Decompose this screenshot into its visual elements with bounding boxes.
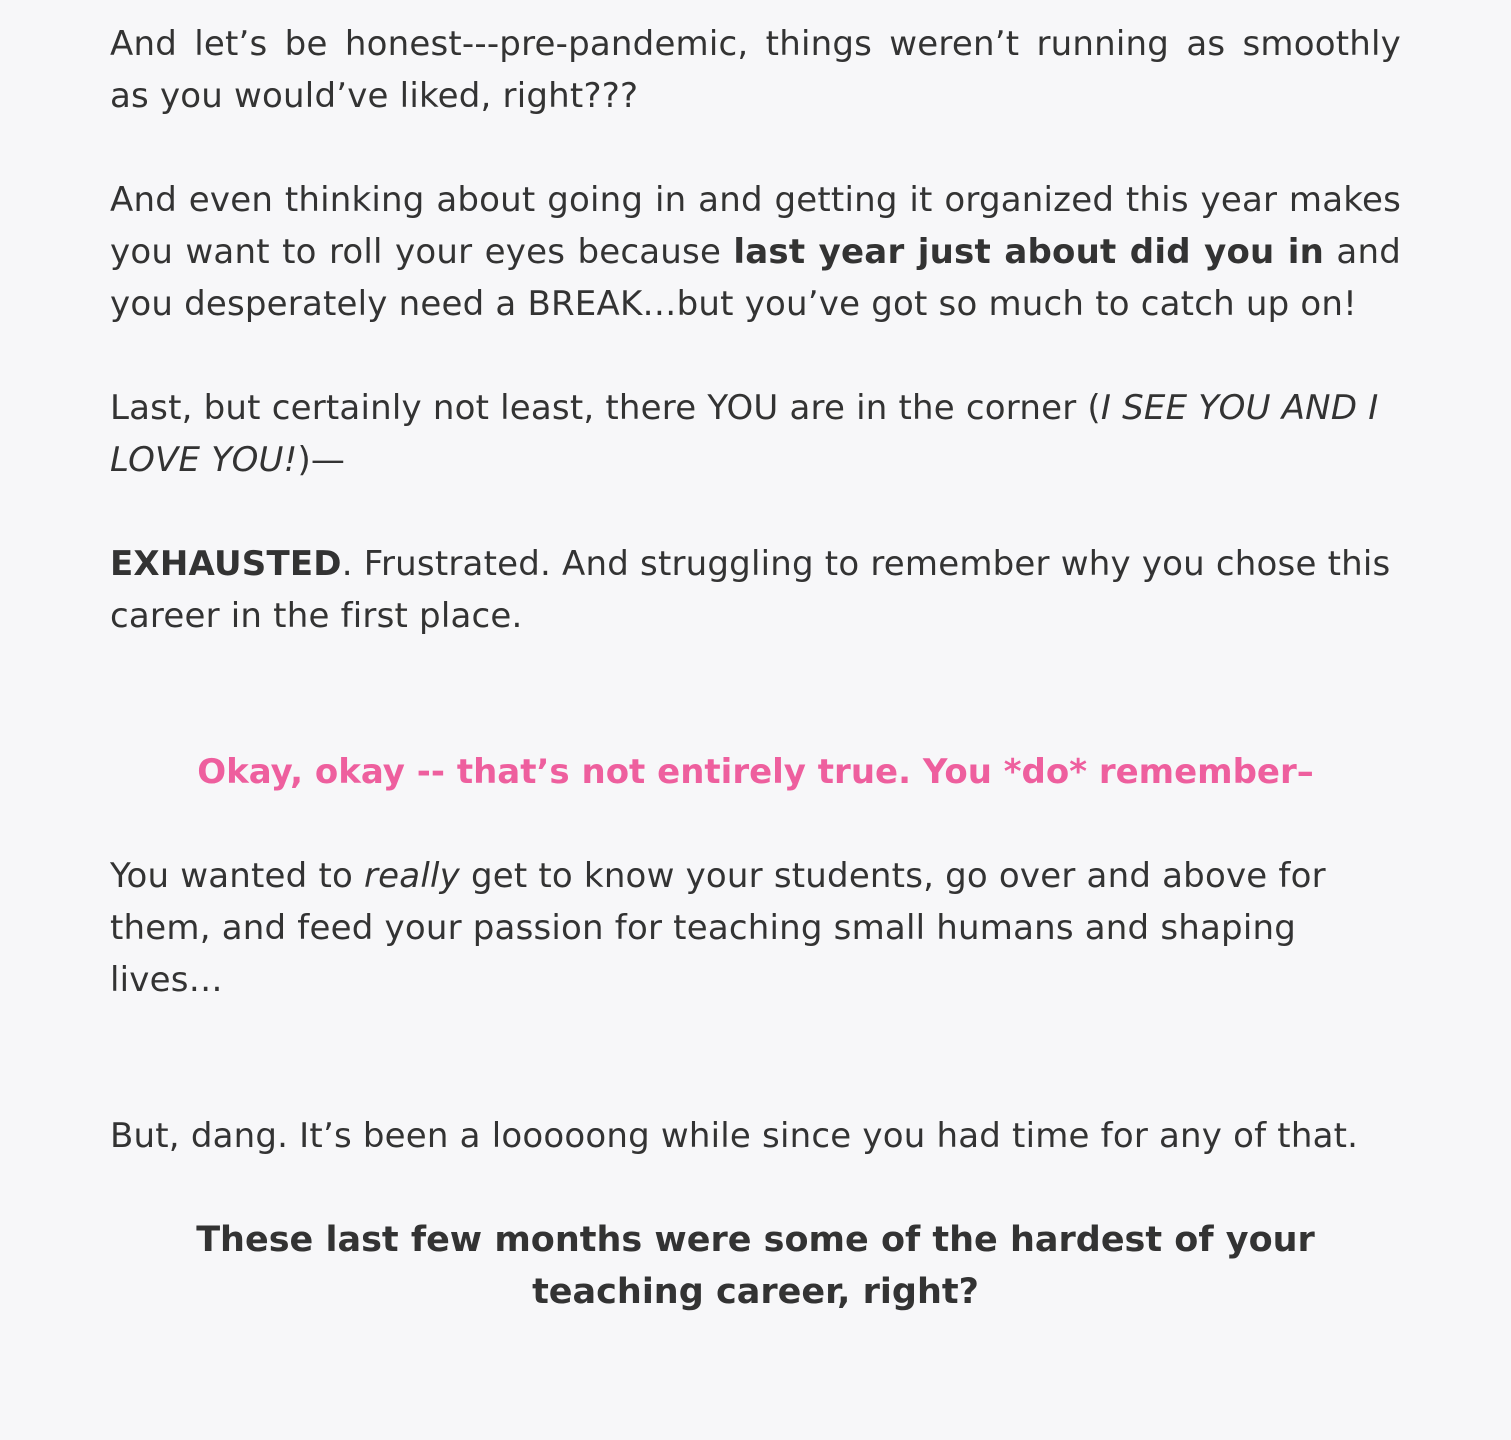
callout-heading: Okay, okay -- that’s not entirely true. You *do* remember– [197,752,1314,792]
spacer [110,330,1401,382]
article-body [110,18,1401,1318]
italic-emphasis: I SEE YOU AND I LOVE YOU! [110,388,1379,480]
paragraph-text: And let’s be honest---pre-pandemic, things weren’t running as smoothly as you would’ve liked, right??? [110,24,1401,116]
paragraph-know-students [110,850,1401,1006]
spacer [110,1162,1401,1214]
spacer [110,1006,1401,1110]
paragraph-looooong-while [110,1110,1401,1162]
bold-emphasis: last year just about did you in [733,232,1325,272]
paragraph-exhausted [110,538,1401,642]
paragraph-text: Last, but certainly not least, there YOU are in the corner ( [110,388,1101,428]
spacer [110,798,1401,850]
closing-heading: These last few months were some of the hardest of your teaching career, right? [196,1220,1315,1312]
paragraph-text: . Frustrated. And struggling to remember why you chose this career in the first place. [110,544,1391,636]
paragraph-text: )— [297,440,346,480]
paragraph-text: get to know your students, go over and above for them, and feed your passion for teaching small humans and shaping lives… [110,856,1326,1000]
bold-emphasis: EXHAUSTED [110,544,342,584]
paragraph-text: But, dang. It’s been a looooong while since you had time for any of that. [110,1116,1359,1156]
spacer [110,486,1401,538]
italic-emphasis: really [363,856,460,896]
paragraph-getting-organized [110,174,1401,330]
paragraph-pre-pandemic [110,18,1401,122]
spacer [110,642,1401,746]
paragraph-text: and you desperately need a BREAK…but you’ve got so much to catch up on! [110,232,1401,324]
spacer [110,122,1401,174]
paragraph-text: And even thinking about going in and getting it organized this year makes you want to roll your eyes because [110,180,1401,272]
paragraph-in-the-corner [110,382,1401,486]
paragraph-text: You wanted to [110,856,364,896]
